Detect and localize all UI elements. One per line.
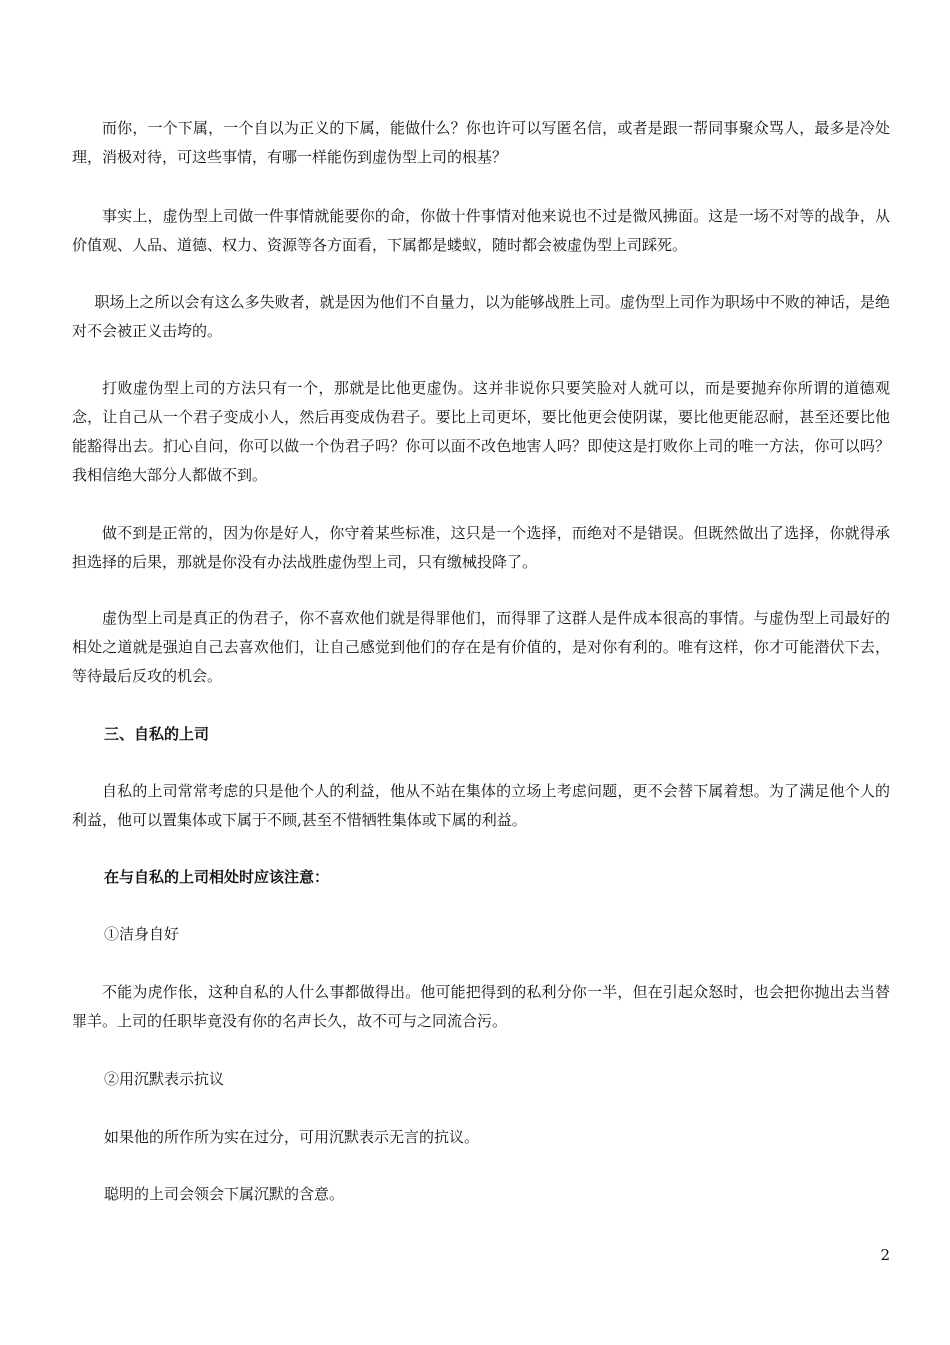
paragraph-3: 职场上之所以会有这么多失败者，就是因为他们不自量力，以为能够战胜上司。虚伪型上司作为职场中不败的神话，是绝对不会被正义击垮的。: [72, 293, 890, 340]
item-1-paragraph: 不能为虎作伥，这种自私的人什么事都做得出。他可能把得到的私利分你一半，但在引起众怒时，也会把你抛出去当替罪羊。上司的任职毕竟没有你的名声长久，故不可与之同流合污。: [72, 983, 890, 1030]
section-paragraph: 自私的上司常常考虑的只是他个人的利益，他从不站在集体的立场上考虑问题，更不会替下属着想。为了满足他个人的利益，他可以置集体或下属于不顾,甚至不惜牺牲集体或下属的利益。: [72, 782, 890, 829]
section-heading: 三、自私的上司: [104, 725, 210, 743]
item-1-title: ①洁身自好: [104, 925, 180, 943]
paragraph-5: 做不到是正常的，因为你是好人，你守着某些标准，这只是一个选择，而绝对不是错误。但既然做出了选择，你就得承担选择的后果，那就是你没有办法战胜虚伪型上司，只有缴械投降了。: [72, 524, 890, 571]
subheading: 在与自私的上司相处时应该注意：: [104, 868, 330, 886]
item-2-paragraph-2: 聪明的上司会领会下属沉默的含意。: [104, 1185, 345, 1203]
paragraph-4: 打败虚伪型上司的方法只有一个，那就是比他更虚伪。这并非说你只要笑脸对人就可以，而是要抛弃你所谓的道德观念，让自己从一个君子变成小人，然后再变成伪君子。要比上司更坏，要比他更会使阴谋，要比他更能忍耐，甚至还要比他能豁得出去。扪心自问，你可以做一个伪君子吗？你可以面不改色地害人吗？即使这是打败你上司的唯一方法，你可以吗？我相信绝大部分人都做不到。: [72, 379, 890, 484]
page-number: 2: [880, 1246, 890, 1264]
item-2-paragraph-1: 如果他的所作所为实在过分，可用沉默表示无言的抗议。: [104, 1128, 480, 1146]
item-2-title: ②用沉默表示抗议: [104, 1070, 225, 1088]
paragraph-2: 事实上，虚伪型上司做一件事情就能要你的命，你做十件事情对他来说也不过是微风拂面。这是一场不对等的战争，从价值观、人品、道德、权力、资源等各方面看，下属都是蝼蚁，随时都会被虚伪型上司踩死。: [72, 207, 890, 254]
paragraph-1: 而你，一个下属，一个自以为正义的下属，能做什么？你也许可以写匿名信，或者是跟一帮同事聚众骂人，最多是冷处理，消极对待，可这些事情，有哪一样能伤到虚伪型上司的根基？: [72, 119, 890, 166]
paragraph-6: 虚伪型上司是真正的伪君子，你不喜欢他们就是得罪他们，而得罪了这群人是件成本很高的事情。与虚伪型上司最好的相处之道就是强迫自己去喜欢他们，让自己感觉到他们的存在是有价值的，是对你有利的。唯有这样，你才可能潜伏下去，等待最后反攻的机会。: [72, 609, 890, 685]
